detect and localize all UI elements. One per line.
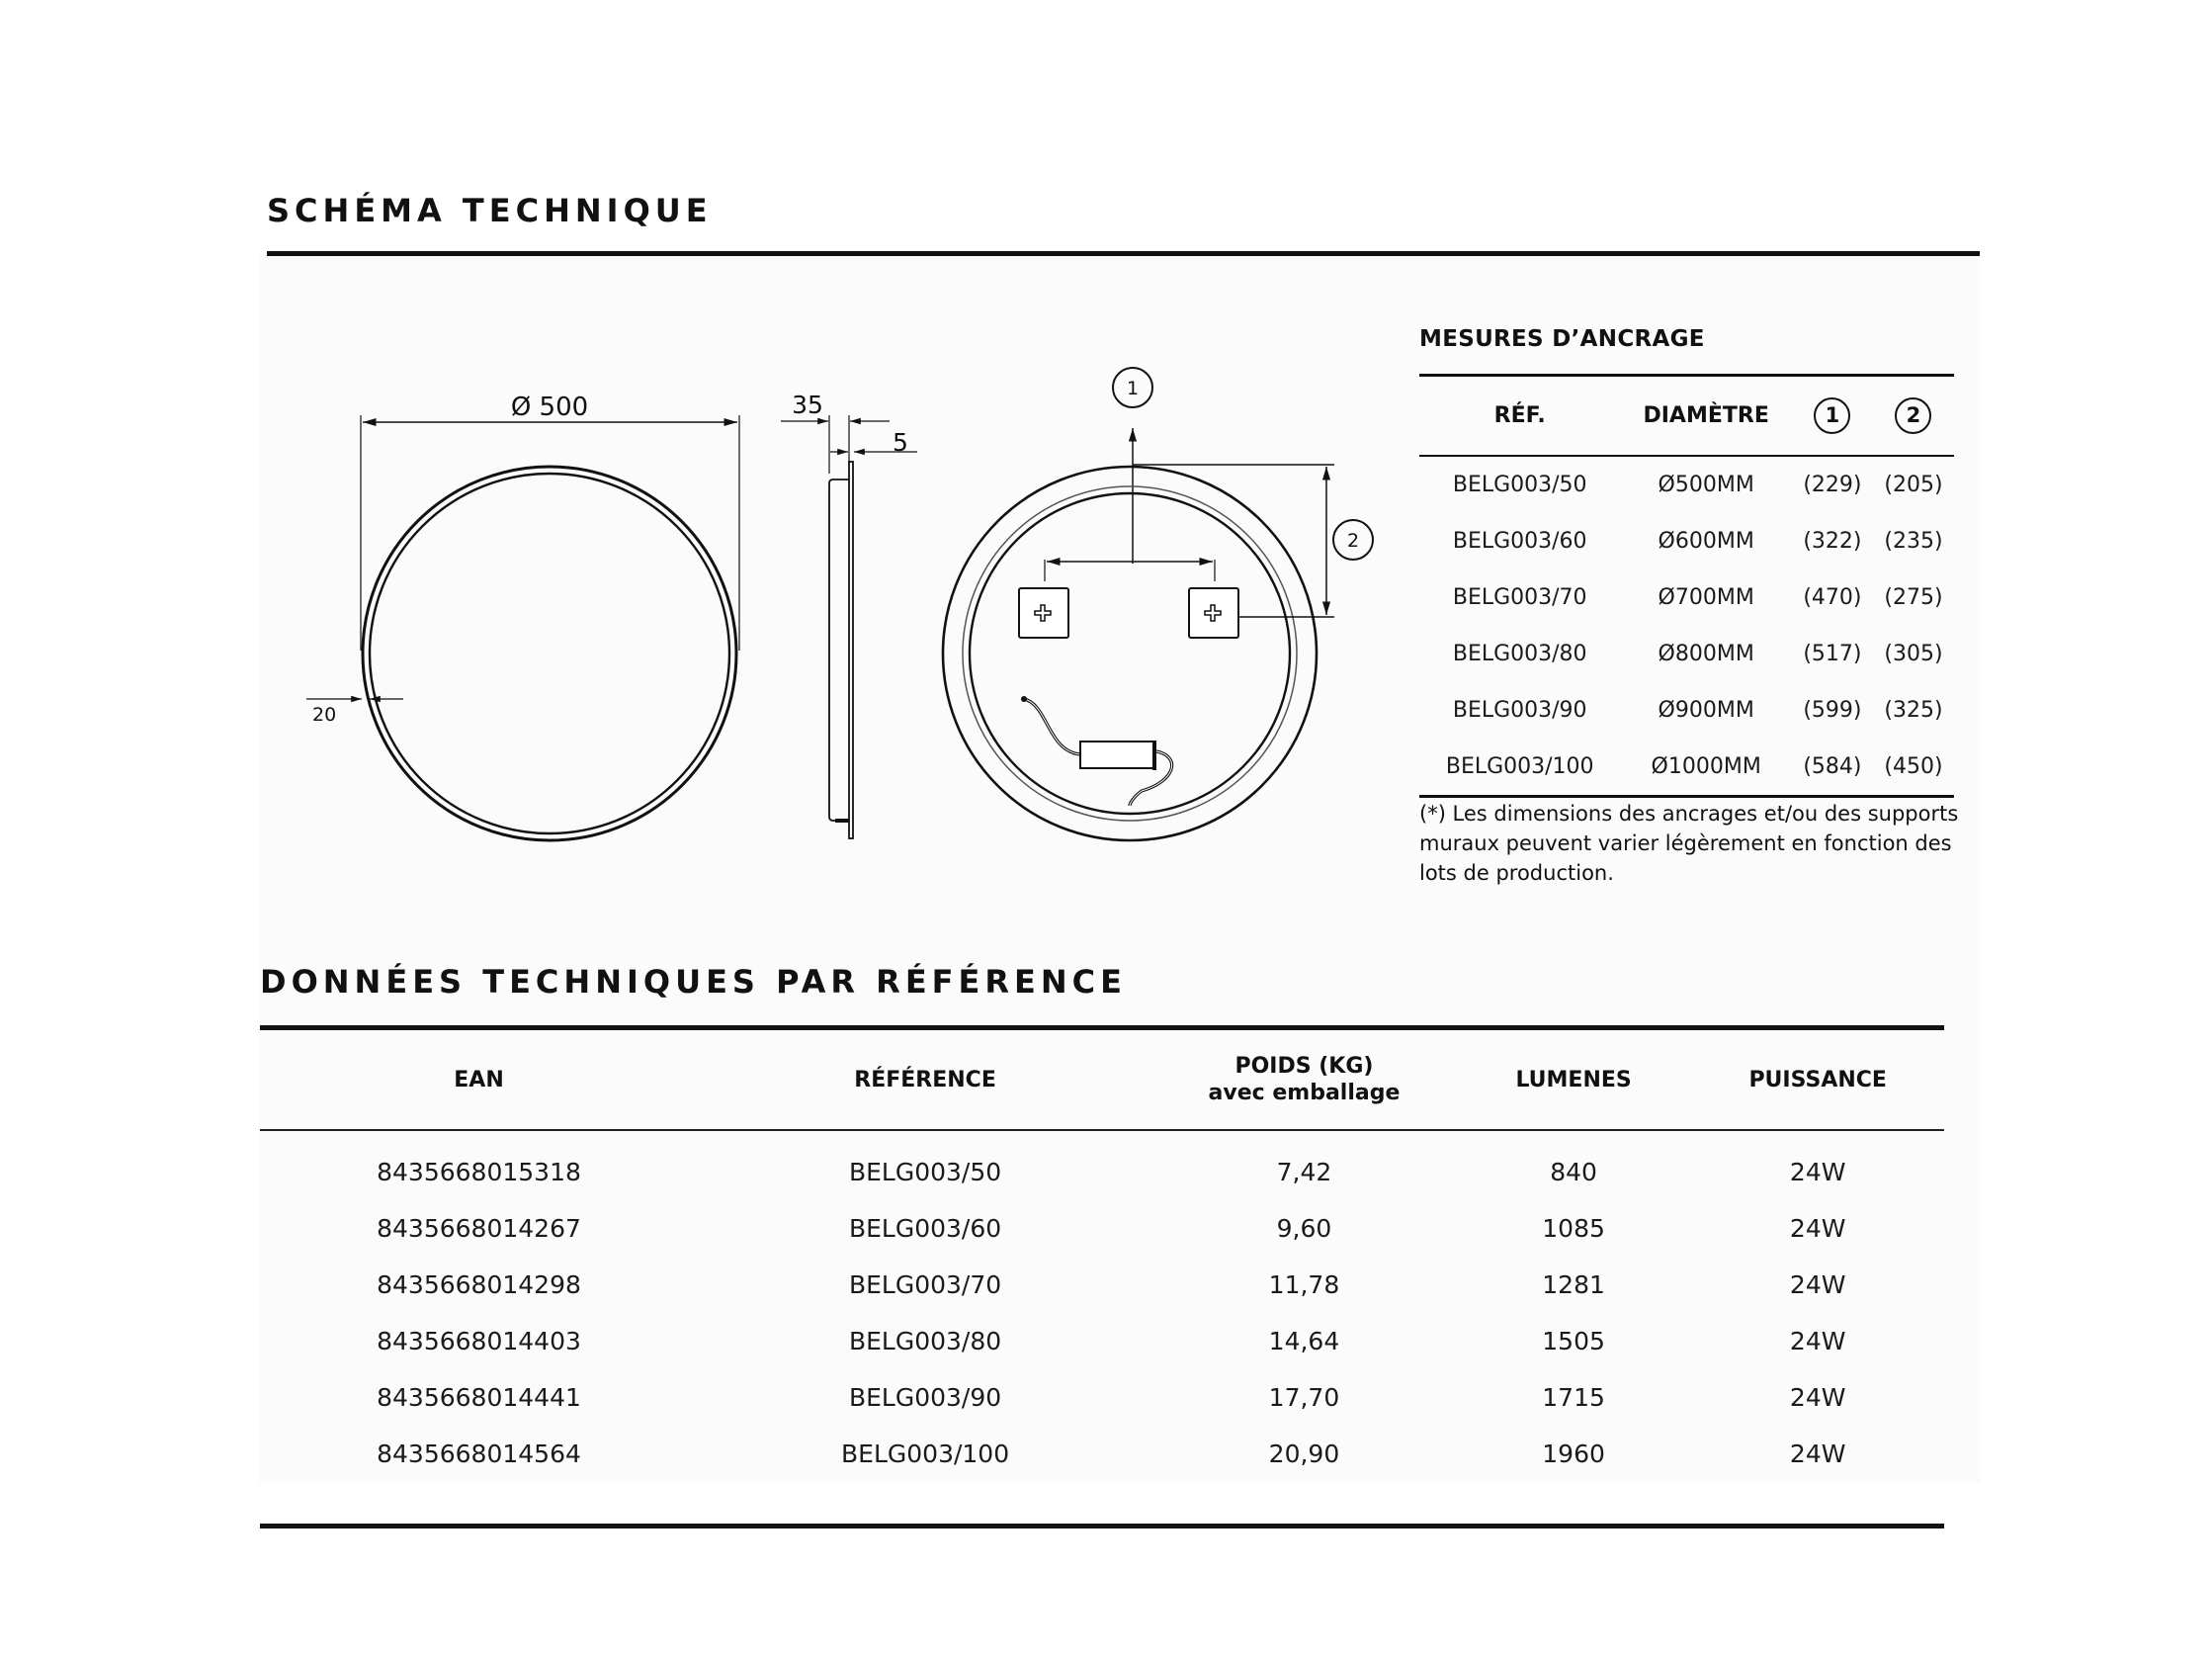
cell-power: 24W	[1789, 1158, 1846, 1186]
cell-ref: BELG003/60	[848, 1214, 1002, 1243]
depth-label: 35	[792, 391, 823, 419]
cell-power: 24W	[1789, 1327, 1846, 1355]
cell-ref: BELG003/90	[848, 1383, 1002, 1412]
anchor-m1: (599)	[1803, 698, 1862, 723]
anchor-m2: (235)	[1884, 529, 1943, 554]
anchor-row	[1419, 569, 1954, 626]
table-row	[260, 1313, 1944, 1369]
front-view	[306, 393, 739, 840]
side-view	[781, 391, 917, 838]
anchor-measures	[1419, 326, 1954, 798]
anchor-footnote: (*) Les dimensions des ancrages et/ou des supports muraux peuvent varier légèrement en fonction des lots de production.	[1419, 802, 1959, 885]
anchor-diameter: Ø800MM	[1658, 642, 1754, 666]
cell-lumens: 1505	[1542, 1327, 1605, 1355]
cell-lumens: 1960	[1542, 1440, 1605, 1468]
anchor-m2: (450)	[1884, 754, 1943, 779]
anchor-m2: (325)	[1884, 698, 1943, 723]
cell-lumens: 1085	[1542, 1214, 1605, 1243]
anchor-m2: (275)	[1884, 585, 1943, 610]
anchor-diameter: Ø1000MM	[1651, 754, 1761, 779]
cell-ean: 8435668014298	[377, 1270, 581, 1299]
table-row	[260, 1200, 1944, 1257]
back-view	[943, 368, 1373, 840]
anchor-ref: BELG003/100	[1445, 754, 1594, 779]
anchor-table	[1419, 374, 1954, 798]
section-title-technical: DONNÉES TECHNIQUES PAR RÉFÉRENCE	[260, 963, 1128, 1001]
anchor-ref: BELG003/90	[1452, 698, 1587, 723]
cell-lumens: 1715	[1542, 1383, 1605, 1412]
cell-ref: BELG003/100	[841, 1440, 1010, 1468]
mirror-inner-circle	[370, 474, 729, 833]
cell-power: 24W	[1789, 1383, 1846, 1412]
cell-ean: 8435668014267	[377, 1214, 581, 1243]
marker-1-badge: 1	[1814, 397, 1850, 434]
glass-thickness-label: 5	[893, 428, 908, 457]
mirror-outer-circle	[363, 467, 736, 840]
header-ean: EAN	[454, 1067, 504, 1092]
cell-weight: 11,78	[1268, 1270, 1340, 1299]
cell-ean: 8435668014441	[377, 1383, 581, 1412]
anchor-ref: BELG003/50	[1452, 473, 1587, 497]
anchor-m1: (229)	[1803, 473, 1862, 497]
header-weight	[1152, 1028, 1456, 1131]
cell-weight: 7,42	[1276, 1158, 1332, 1186]
header-power: PUISSANCE	[1748, 1067, 1887, 1092]
anchor-row	[1419, 682, 1954, 739]
anchor-header-1	[1792, 376, 1873, 457]
anchor-m1: (470)	[1803, 585, 1862, 610]
cell-lumens: 840	[1550, 1158, 1597, 1186]
marker-2-badge: 2	[1895, 397, 1931, 434]
cell-power: 24W	[1789, 1214, 1846, 1243]
anchor-row	[1419, 513, 1954, 569]
technical-header-row	[260, 1028, 1944, 1131]
marker-2-label: 2	[1346, 530, 1360, 552]
anchor-m2: (305)	[1884, 642, 1943, 666]
back-outer-circle	[943, 467, 1317, 840]
table-row	[260, 1257, 1944, 1313]
anchor-diameter: Ø700MM	[1658, 585, 1754, 610]
table-spacer	[260, 1482, 1944, 1527]
wall-bracket-left	[1019, 588, 1068, 638]
anchor-row	[1419, 456, 1954, 513]
anchor-title: MESURES D’ANCRAGE	[1419, 326, 1705, 352]
marker-1-label: 1	[1126, 378, 1140, 399]
table-row	[260, 1130, 1944, 1200]
anchor-row	[1419, 626, 1954, 682]
cell-ean: 8435668015318	[377, 1158, 581, 1186]
anchor-ref: BELG003/70	[1452, 585, 1587, 610]
cell-ref: BELG003/70	[848, 1270, 1002, 1299]
header-reference: RÉFÉRENCE	[854, 1067, 996, 1092]
cell-weight: 20,90	[1268, 1440, 1340, 1468]
cell-ean: 8435668014564	[377, 1440, 581, 1468]
technical-data-table	[260, 1025, 1944, 1528]
cell-weight: 17,70	[1268, 1383, 1340, 1412]
cell-ref: BELG003/50	[848, 1158, 1002, 1186]
cell-power: 24W	[1789, 1440, 1846, 1468]
anchor-header-diameter: DIAMÈTRE	[1643, 403, 1769, 428]
cell-power: 24W	[1789, 1270, 1846, 1299]
diameter-label: Ø 500	[510, 393, 589, 422]
anchor-header-2	[1873, 376, 1954, 457]
cell-ean: 8435668014403	[377, 1327, 581, 1355]
frame-width-label: 20	[312, 704, 337, 726]
cell-weight: 9,60	[1276, 1214, 1332, 1243]
anchor-ref: BELG003/80	[1452, 642, 1587, 666]
anchor-m2: (205)	[1884, 473, 1943, 497]
anchor-header-row	[1419, 376, 1954, 457]
anchor-m1: (322)	[1803, 529, 1862, 554]
cell-ref: BELG003/80	[848, 1327, 1002, 1355]
anchor-m1: (584)	[1803, 754, 1862, 779]
anchor-ref: BELG003/60	[1452, 529, 1587, 554]
table-row	[260, 1369, 1944, 1426]
anchor-header-ref: RÉF.	[1493, 403, 1546, 428]
header-weight-main: POIDS (KG)	[1234, 1054, 1374, 1079]
section-title-schema: SCHÉMA TECHNIQUE	[267, 192, 713, 229]
anchor-diameter: Ø900MM	[1658, 698, 1754, 723]
wall-bracket-right	[1189, 588, 1238, 638]
anchor-diameter: Ø600MM	[1658, 529, 1754, 554]
header-lumens: LUMENES	[1515, 1067, 1632, 1092]
anchor-diameter: Ø500MM	[1658, 473, 1754, 497]
anchor-row	[1419, 739, 1954, 797]
table-row	[260, 1426, 1944, 1482]
cell-weight: 14,64	[1268, 1327, 1340, 1355]
header-weight-sub: avec emballage	[1208, 1081, 1401, 1105]
cell-lumens: 1281	[1542, 1270, 1605, 1299]
anchor-m1: (517)	[1803, 642, 1862, 666]
